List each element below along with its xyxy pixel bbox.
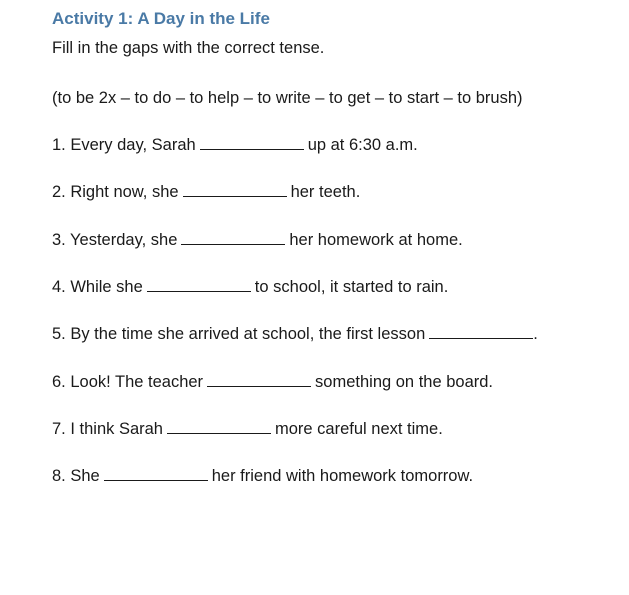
activity-title: Activity 1: A Day in the Life	[52, 9, 270, 28]
answer-blank-4[interactable]	[147, 277, 251, 292]
answer-blank-7[interactable]	[167, 419, 271, 434]
answer-blank-6[interactable]	[207, 372, 311, 387]
item-text-after: .	[533, 325, 538, 343]
item-text-before: 3. Yesterday, she	[52, 231, 178, 249]
answer-blank-1[interactable]	[200, 135, 304, 150]
exercise-item-5	[52, 324, 538, 344]
item-text-after: her homework at home.	[289, 231, 463, 249]
answer-blank-2[interactable]	[183, 182, 287, 197]
item-text-after: something on the board.	[315, 373, 494, 391]
exercise-item-6	[52, 372, 493, 392]
item-text-after: her friend with homework tomorrow.	[211, 467, 474, 485]
exercise-item-4	[52, 277, 448, 297]
answer-blank-8[interactable]	[104, 466, 208, 481]
item-text-before: 1. Every day, Sarah	[52, 136, 196, 154]
instruction-text: Fill in the gaps with the correct tense.	[52, 39, 325, 57]
word-bank: (to be 2x – to do – to help – to write – to get – to start – to brush)	[52, 89, 523, 107]
exercise-item-1	[52, 135, 418, 155]
item-text-before: 7. I think Sarah	[52, 420, 163, 438]
item-text-before: 5. By the time she arrived at school, the first lesson	[52, 325, 426, 343]
item-text-after: up at 6:30 a.m.	[307, 136, 418, 154]
item-text-after: more careful next time.	[274, 420, 443, 438]
item-text-after: her teeth.	[290, 183, 361, 201]
exercise-item-8	[52, 466, 473, 486]
item-text-before: 2. Right now, she	[52, 183, 179, 201]
answer-blank-3[interactable]	[181, 230, 285, 245]
item-text-before: 4. While she	[52, 278, 143, 296]
item-text-before: 6. Look! The teacher	[52, 373, 204, 391]
item-text-before: 8. She	[52, 467, 100, 485]
answer-blank-5[interactable]	[429, 324, 533, 339]
exercise-item-2	[52, 182, 360, 202]
exercise-item-3	[52, 230, 463, 250]
item-text-after: to school, it started to rain.	[254, 278, 449, 296]
exercise-item-7	[52, 419, 443, 439]
